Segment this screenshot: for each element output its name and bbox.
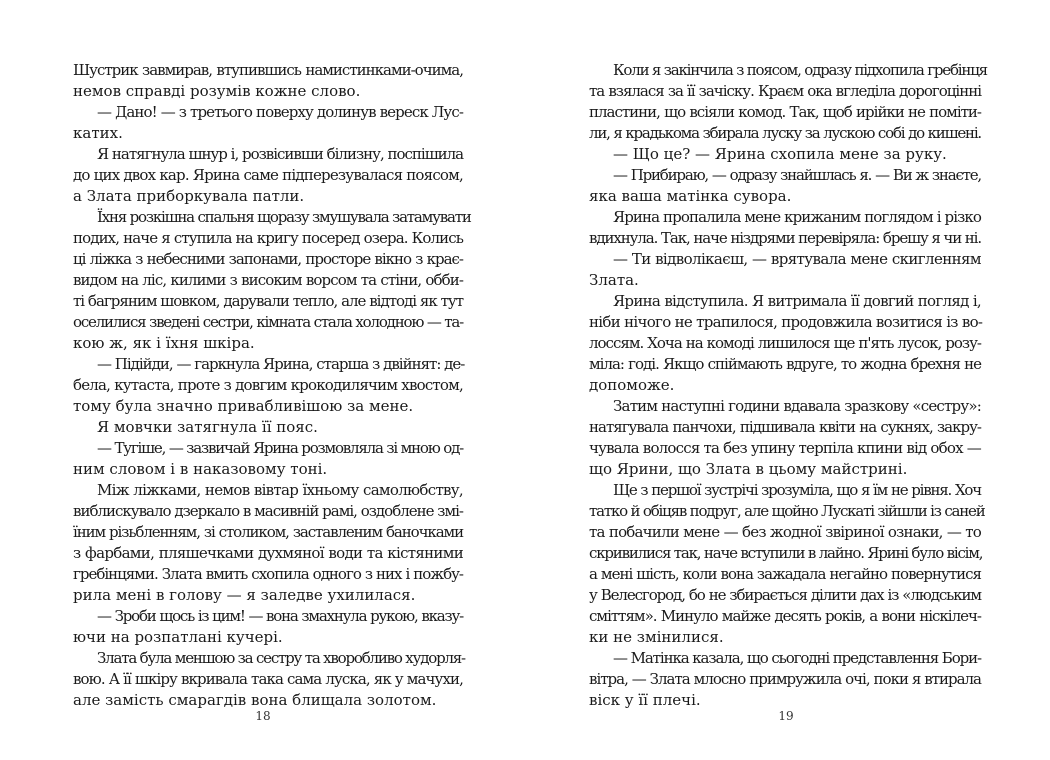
text-line: ли, я крадькома збирала луску за лускою собі до кишені. [589,124,981,142]
text-line: яка ваша матінка сувора. [589,187,792,205]
text-line: ючи на розпатлані кучері. [73,628,283,646]
text-line: Злата. [589,271,639,289]
text-line: а мені шість, коли вона зажадала негайно повернутися [589,565,981,583]
text-line: виблискувало дзеркало в масивній рамі, оздоблене змі- [73,502,463,520]
text-line: ці ліжка з небесними запонами, просторе вікно з крає- [73,250,463,268]
text-line: кою ж, як і їхня шкіра. [73,334,255,352]
text-line: їним різьбленням, зі столиком, заставленим баночками [73,523,463,541]
text-line: подих, наче я ступила на кригу посеред озера. Колись [73,229,463,247]
text-line: натягувала панчохи, підшивала квіти на сукнях, закру- [589,418,981,436]
text-line: сміттям». Минуло майже десять років, а вони ніскілеч- [589,607,981,625]
text-line: пластини, що всіяли комод. Так, щоб ирійки не поміти- [589,103,981,121]
text-line: допоможе. [589,376,675,394]
text-line: Я мовчки затягнула її пояс. [97,418,318,436]
text-line: та взялася за її зачіску. Краєм ока вгледіла дорогоцінні [589,82,981,100]
text-line: гребінцями. Злата вмить схопила одного з них і пожбу- [73,565,463,583]
text-line: ті багряним шовком, дарували тепло, але відтоді як тут [73,292,463,310]
text-line: а Злата приборкувала патли. [73,187,305,205]
text-line: ки не змінилися. [589,628,724,646]
text-line: до цих двох кар. Ярина саме підперезувалася поясом, [73,166,463,184]
text-line: Шустрик завмирав, втупившись намистинками-очима, [73,61,463,79]
text-line: — Прибираю, — одразу знайшлась я. — Ви ж знаєте, [613,166,981,184]
text-line: — Підійди, — гаркнула Ярина, старша з двійнят: де- [97,355,465,373]
text-line: Злата була меншою за сестру та хворобливо худорля- [97,649,465,667]
text-line: віск у її плечі. [589,691,701,709]
text-line: — Зроби щось із цим! — вона змахнула рукою, вказу- [97,607,463,625]
text-line: Затим наступні години вдавала зразкову «сестру»: [613,397,981,415]
text-line: що Ярини, що Злата в цьому майстрині. [589,460,908,478]
text-line: — Дано! — з третього поверху долинув вереск Лус- [97,103,463,121]
text-line: татко й обіцяв подруг, але щойно Лускаті зійшли із саней [589,502,985,520]
text-line: — Тугіше, — зазвичай Ярина розмовляла зі мною од- [97,439,463,457]
right-page [525,0,1050,760]
right-page-text [589,60,987,711]
text-line: лоссям. Хоча на комоді лишилося ще п'ять лусок, розу- [589,334,981,352]
text-line: ніби нічого не трапилося, продовжила возитися із во- [589,313,983,331]
text-line: катих. [73,124,123,142]
text-line: Їхня розкішна спальня щоразу змушувала затамувати [97,208,471,226]
page-number: 19 [778,709,794,723]
text-line: ним словом і в наказовому тоні. [73,460,328,478]
text-line: у Велесгород, бо не збирається ділити дах із «людським [589,586,981,604]
page-number: 18 [255,709,271,723]
text-line: бела, кутаста, проте з довгим крокодилячим хвостом, [73,376,463,394]
text-line: вдихнула. Так, наче ніздрями перевіряла: брешу я чи ні. [589,229,982,247]
text-line: вітра, — Злата млосно примружила очі, поки я втирала [589,670,981,688]
left-page-text [73,60,471,711]
text-line: — Що це? — Ярина схопила мене за руку. [613,145,947,163]
text-line: оселилися зведені сестри, кімната стала холодною — та- [73,313,463,331]
text-line: видом на ліс, килими з високим ворсом та стіни, обби- [73,271,463,289]
text-line: але замість смарагдів вона блищала золотом. [73,691,437,709]
text-line: Між ліжками, немов вівтар їхньому самолюбству, [97,481,463,499]
text-line: вою. А її шкіру вкривала така сама луска, як у мачухи, [73,670,463,688]
text-line: Коли я закінчила з поясом, одразу підхопила гребінця [613,61,987,79]
text-line: Я натягнула шнур і, розвісивши білизну, поспішила [97,145,464,163]
text-line: — Матінка казала, що сьогодні представлення Бори- [613,649,981,667]
text-line: тому була значно привабливішою за мене. [73,397,414,415]
text-line: — Ти відволікаєш, — врятувала мене скигленням [613,250,981,268]
text-line: немов справді розумів кожне слово. [73,82,361,100]
text-line: Ярина відступила. Я витримала її довгий погляд і, [613,292,981,310]
text-line: Ярина пропалила мене крижаним поглядом і різко [613,208,981,226]
text-line: та побачили мене — без жодної звіриної ознаки, — то [589,523,981,541]
text-line: чувала волосся та без упину терпіла кпини від обох — [589,439,981,457]
text-line: рила мені в голову — я заледве ухилилася. [73,586,416,604]
text-line: скривилися так, наче вступили в лайно. Ярині було вісім, [589,544,983,562]
text-line: Ще з першої зустрічі зрозуміла, що я їм не рівня. Хоч [613,481,981,499]
text-line: міла: годі. Якщо спіймають вдруге, то жодна брехня не [589,355,981,373]
text-line: з фарбами, пляшечками духмяної води та кістяними [73,544,463,562]
